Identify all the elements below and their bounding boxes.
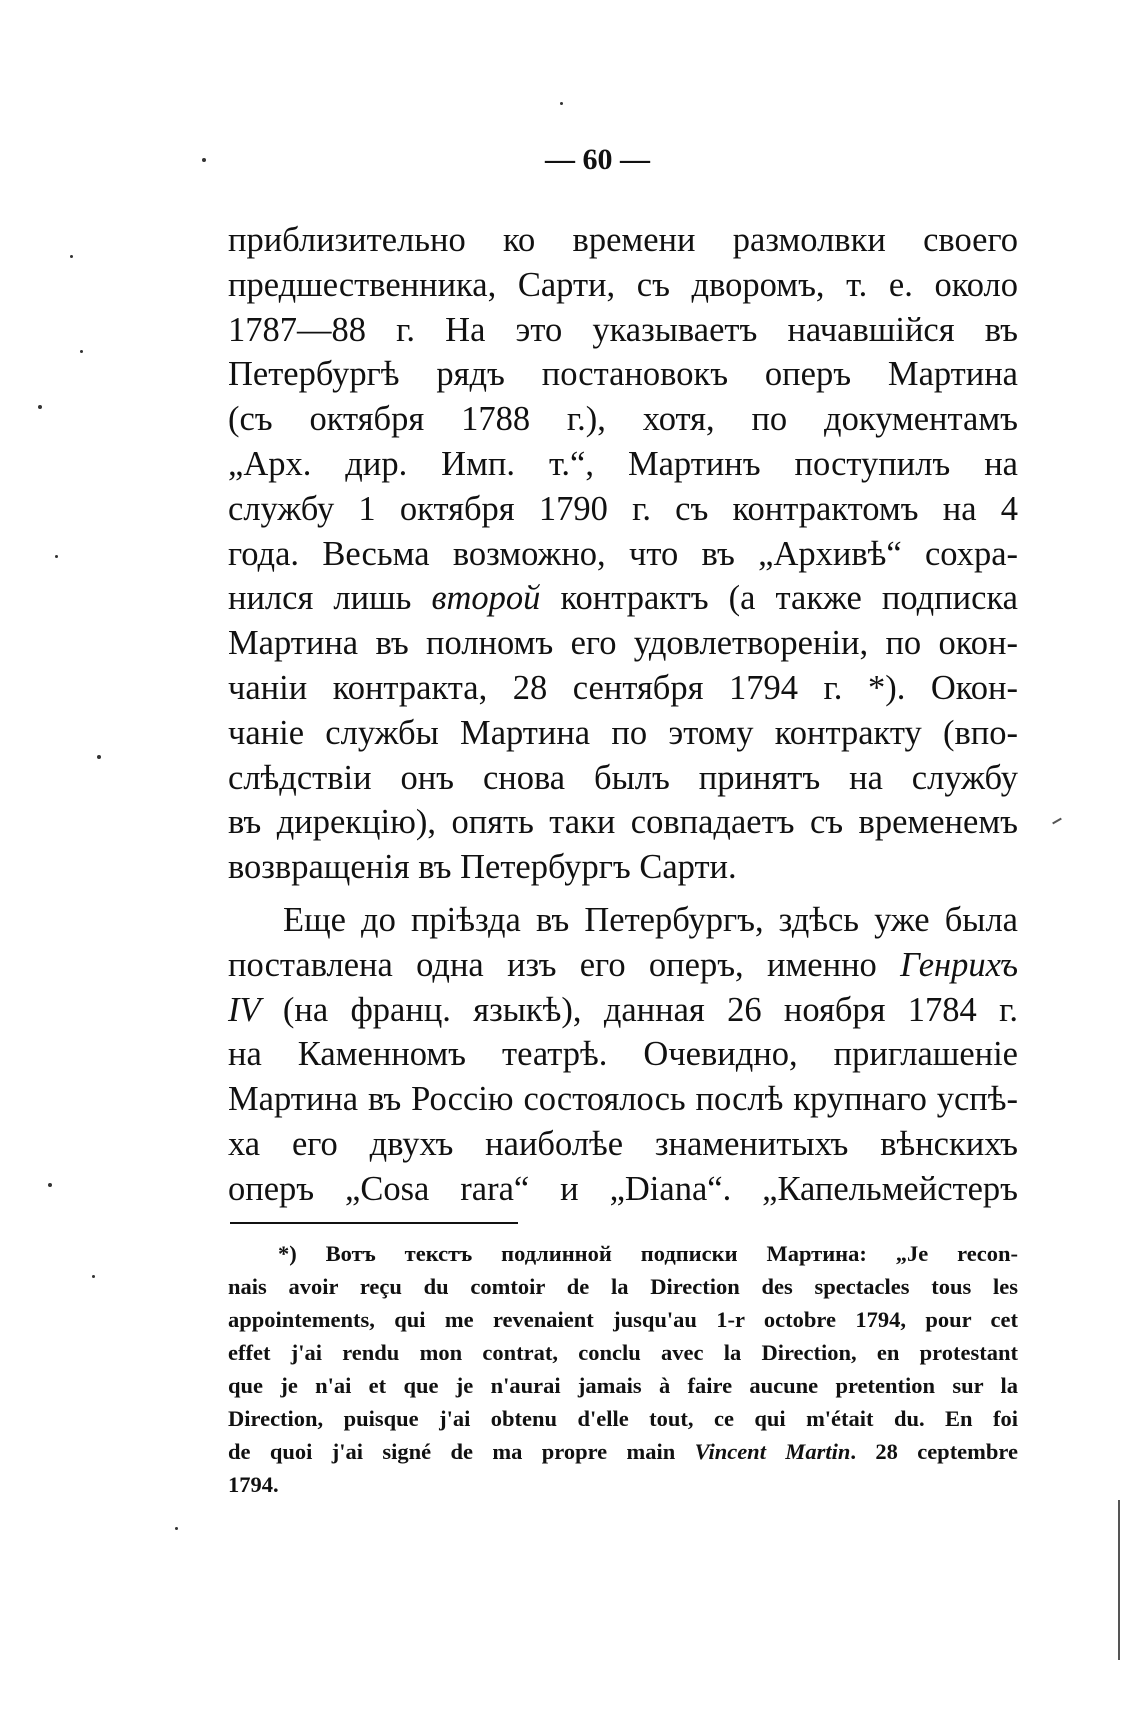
text-line: Мартина въ Россію состоялось послѣ крупнаго успѣ- — [228, 1080, 1018, 1119]
scan-speck — [97, 755, 101, 759]
italic-word: второй — [431, 579, 541, 618]
footnote-line: Direction, puisque j'ai obtenu d'elle tout, ce qui m'était du. En foi — [228, 1406, 1018, 1431]
text-segment: контрактъ (а также подписка — [540, 579, 1018, 618]
text-segment: . 28 ceptembre — [850, 1439, 1018, 1464]
scan-speck — [70, 255, 73, 258]
text-segment: (на франц. языкѣ), данная 26 ноября 1784 г. — [260, 990, 1018, 1029]
text-line: службу 1 октября 1790 г. съ контрактомъ на 4 — [228, 489, 1018, 528]
scan-edge-mark — [1052, 818, 1062, 825]
footnote-line: que je n'ai et que je n'aurai jamais à faire aucune pretention sur la — [228, 1373, 1018, 1398]
footnote-line: appointements, qui me revenaient jusqu'au 1-r octobre 1794, pour cet — [228, 1307, 1018, 1332]
italic-title: Генрихъ — [900, 945, 1018, 984]
scan-speck — [92, 1275, 95, 1278]
footnote-line: nais avoir reçu du comtoir de la Direction des spectacles tous les — [228, 1274, 1018, 1299]
text-line: 1787—88 г. На это указываетъ начавшійся въ — [228, 310, 1018, 349]
text-line: приблизительно ко времени размолвки своего — [228, 221, 1018, 259]
footnote-line: *) Вотъ текстъ подлинной подписки Мартина: „Je recon- — [278, 1241, 1018, 1266]
scan-edge-mark — [1118, 1500, 1120, 1660]
text-segment: de quoi j'ai signé de ma propre main — [228, 1439, 695, 1464]
scan-speck — [560, 102, 563, 105]
text-line: (съ октября 1788 г.), хотя, по документамъ — [228, 400, 1018, 439]
italic-signature: Vincent Martin — [694, 1439, 851, 1464]
text-segment: нился лишь — [228, 579, 432, 618]
body-text — [228, 218, 1018, 1212]
text-line: Петербургѣ рядъ постановокъ оперъ Мартина — [228, 355, 1018, 394]
scan-speck — [38, 405, 42, 409]
text-line: оперъ „Cosa rara“ и „Diana“. „Капельмейстеръ — [228, 1169, 1018, 1208]
text-line: ха его двухъ наиболѣе знаменитыхъ вѣнскихъ — [228, 1124, 1018, 1163]
text-line — [228, 943, 1018, 988]
text-line: въ дирекцію), опять таки совпадаетъ съ временемъ — [228, 803, 1018, 842]
text-line: чаніе службы Мартина по этому контракту (впо- — [228, 713, 1018, 752]
footnote — [228, 1237, 1018, 1501]
scan-speck — [80, 350, 83, 353]
italic-title: IV — [228, 990, 261, 1029]
scan-speck — [55, 555, 58, 558]
text-line — [228, 988, 1018, 1033]
text-line: на Каменномъ театрѣ. Очевидно, приглашеніе — [228, 1035, 1018, 1074]
scan-speck — [202, 158, 206, 162]
text-line — [228, 576, 1018, 621]
footnote-line — [228, 1435, 1018, 1468]
text-line: чаніи контракта, 28 сентября 1794 г. *). Окон- — [228, 668, 1018, 707]
scan-speck — [175, 1527, 178, 1530]
footnote-line: effet j'ai rendu mon contrat, conclu avec la Direction, en protestant — [228, 1340, 1018, 1365]
page-number: — 60 — — [545, 143, 650, 176]
text-line: слѣдствіи онъ снова былъ принятъ на службу — [228, 758, 1018, 797]
text-line: Еще до пріѣзда въ Петербургъ, здѣсь уже была — [283, 900, 1018, 939]
text-line: „Арх. дир. Имп. т.“, Мартинъ поступилъ на — [228, 444, 1018, 483]
footnote-divider — [230, 1222, 518, 1224]
text-line: предшественника, Сарти, съ дворомъ, т. е. около — [228, 265, 1018, 304]
text-line: возвращенія въ Петербургъ Сарти. — [228, 848, 737, 887]
text-line: года. Весьма возможно, что въ „Архивѣ“ сохра- — [228, 534, 1018, 573]
footnote-line: 1794. — [228, 1472, 279, 1497]
scan-speck — [48, 1183, 52, 1187]
text-segment: поставлена одна изъ его оперъ, именно — [228, 945, 901, 984]
text-line: Мартина въ полномъ его удовлетвореніи, по окон- — [228, 624, 1018, 663]
